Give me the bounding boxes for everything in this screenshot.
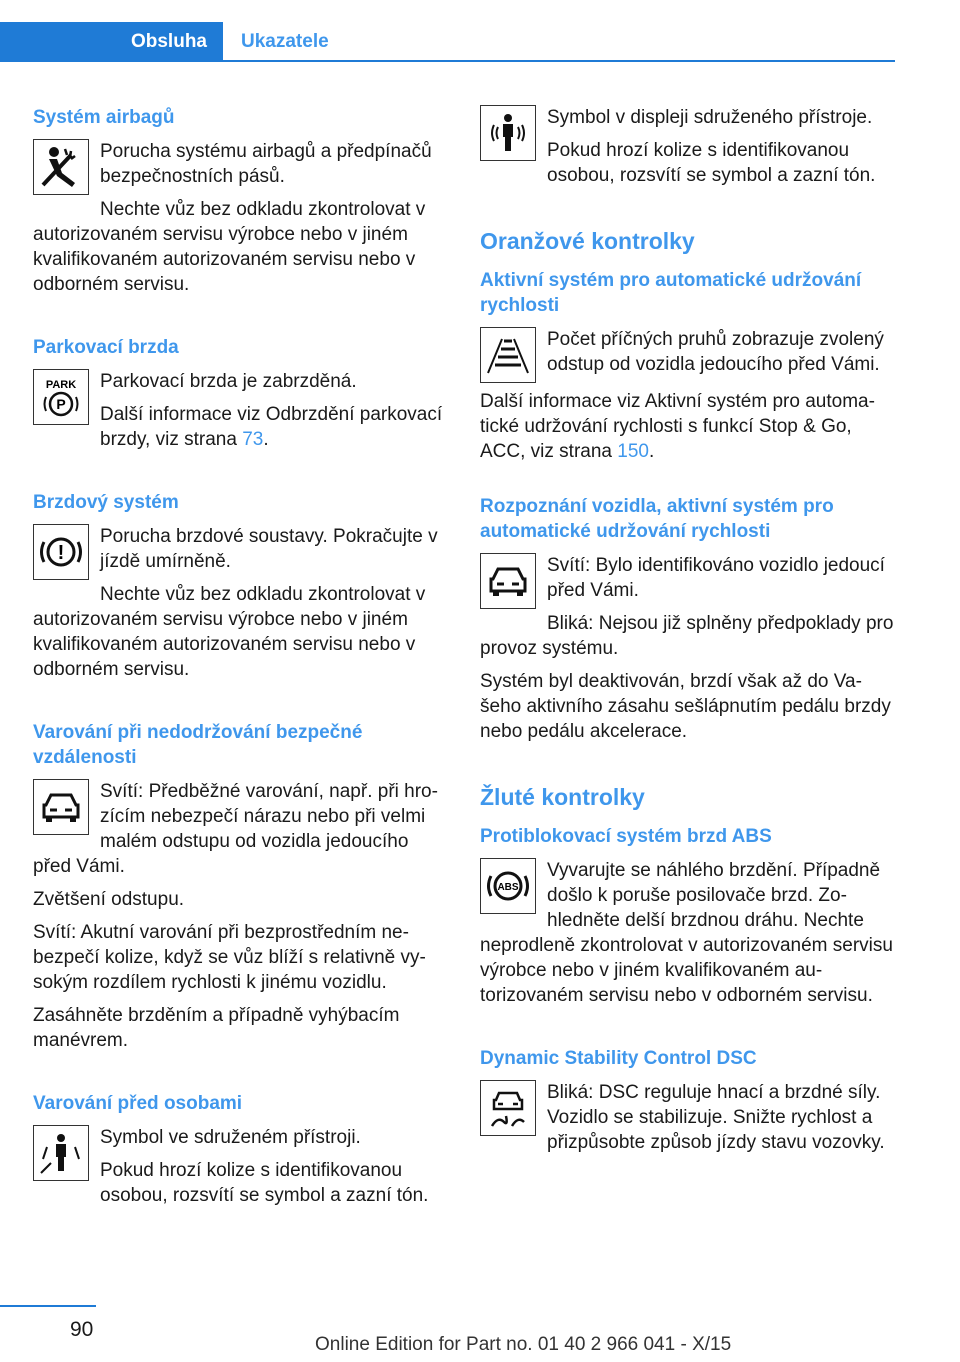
icon-text: PARK	[45, 379, 77, 391]
section-parking-brake	[33, 335, 448, 460]
section-title: Rozpoznání vozidla, aktivní systém pro automatické udržování rychlosti	[480, 496, 834, 542]
paragraph: Vyvarujte se náhlého brzdění. Případně došlo k poruše posilovače brzd. Zohledněte delší brzdnou dráhu. Nechte neprodleně zkontrolovat v autorizovaném servisu výrobce nebo v jiném kvalifikovaném autorizovaném servisu nebo v odborném servisu.	[480, 860, 893, 1006]
text: .	[648, 441, 655, 462]
section-vehicle-detection	[480, 494, 895, 752]
paragraph	[33, 402, 448, 452]
section-dsc	[480, 1046, 895, 1163]
pedestrian-icon	[33, 1125, 89, 1181]
page-link[interactable]: 73	[242, 429, 264, 450]
section-person-display	[480, 105, 895, 196]
section-title: Parkovací brzda	[33, 337, 179, 358]
paragraph: Symbol ve sdruženém přístroji.	[100, 1127, 361, 1148]
right-column	[480, 105, 895, 1193]
paragraph: Symbol v displeji sdruženého přístroje.	[547, 107, 873, 128]
dsc-icon	[480, 1080, 536, 1136]
paragraph: Nechte vůz bez odkladu zkontrolovat v autorizovaném servisu výrobce nebo v jiném kvalifikovaném autorizovaném servisu nebo v odborném servisu.	[33, 584, 426, 680]
section-title: Dynamic Stability Control DSC	[480, 1048, 757, 1069]
paragraph: Bliká: DSC reguluje hnací a brzdné síly. Vozidlo se stabilizuje. Snižte rychlost a přizpůsobte způsob jízdy stavu vozovky.	[547, 1082, 885, 1153]
paragraph: Porucha brzdové soustavy. Pokračujte v jízdě umírněně.	[100, 526, 438, 572]
section-airbag	[33, 105, 448, 305]
header-tabs	[0, 22, 329, 62]
paragraph: Pokud hrozí kolize s identifikovanou osobou, rozsvítí se symbol a zazní tón.	[100, 1160, 429, 1206]
page-link[interactable]: 150	[617, 441, 649, 462]
paragraph: Zasáhněte brzděním a případně vyhýbacím manévrem.	[33, 1005, 400, 1051]
left-column	[33, 105, 448, 1246]
paragraph: Nechte vůz bez odkladu zkontrolovat v autorizovaném servisu výrobce nebo v jiném kvalifikovaném autorizovaném servisu nebo v odborném servisu.	[33, 199, 426, 295]
edition-note: Online Edition for Part no. 01 40 2 966 041 - X/15	[315, 1334, 732, 1355]
paragraph: Svítí: Akutní varování při bezprostředním nebezpečí kolize, když se vůz blíží s relativně vysokým rozdílem rychlosti k jinému vozidlu.	[33, 922, 426, 993]
paragraph: Zvětšení odstupu.	[33, 889, 185, 910]
car-front-icon	[33, 779, 89, 835]
brake-warning-icon	[33, 524, 89, 580]
section-title: Aktivní systém pro automatické udržování rychlosti	[480, 270, 862, 316]
tab-obsluha[interactable]: Obsluha	[0, 22, 223, 62]
paragraph: Porucha systému airbagů a předpínačů bezpečnostních pásů.	[100, 141, 432, 187]
page-number: 90	[70, 1318, 94, 1341]
section-abs	[480, 824, 895, 1016]
acc-distance-icon	[480, 327, 536, 383]
abs-icon	[480, 858, 536, 914]
paragraph	[480, 389, 895, 464]
heading-yellow-lights: Žluté kontrolky	[480, 784, 645, 810]
paragraph: Svítí: Předběžné varování, např. při hrozícím nebezpečí nárazu nebo při velmi malém odstupu od vozidla jedoucího před Vámi.	[33, 781, 438, 877]
section-brake-system	[33, 490, 448, 690]
airbag-warning-icon	[33, 139, 89, 195]
paragraph: Bliká: Nejsou již splněny předpoklady pro provoz systému.	[480, 613, 894, 659]
icon-symbol: P	[56, 396, 66, 412]
section-title: Protiblokovací systém brzd ABS	[480, 826, 772, 847]
paragraph: Systém byl deaktivován, brzdí však až do Vašeho aktivního zásahu sešlápnutím pedálu brzdy nebo pedálu akcelerace.	[480, 671, 891, 742]
icon-text: ABS	[497, 882, 519, 893]
text: .	[263, 429, 269, 450]
text: Další informace viz Aktivní systém pro automatické udržování rychlosti s funkcí Stop & Go, ACC, viz strana	[480, 391, 875, 462]
paragraph: Svítí: Bylo identifikováno vozidlo jedoucí před Vámi.	[547, 555, 885, 601]
pedestrian-sound-icon	[480, 105, 536, 161]
section-title: Brzdový systém	[33, 492, 179, 513]
text: Další informace viz Odbrzdění parkovací brzdy, viz strana	[100, 404, 443, 450]
section-person-warning	[33, 1091, 448, 1216]
icon-symbol: !	[57, 542, 65, 564]
car-front-icon	[480, 553, 536, 609]
section-acc	[480, 268, 895, 464]
section-title: Varování při nedodržování bezpečné vzdálenosti	[33, 722, 363, 768]
paragraph: Počet příčných pruhů zobrazuje zvolený odstup od vozidla jedoucího před Vámi.	[547, 329, 884, 375]
paragraph: Pokud hrozí kolize s identifikovanou osobou, rozsvítí se symbol a zazní tón.	[547, 140, 876, 186]
header-divider	[223, 60, 895, 62]
section-title: Varování před osobami	[33, 1093, 243, 1114]
section-distance-warning	[33, 720, 448, 1061]
heading-orange-lights: Oranžové kontrolky	[480, 228, 695, 254]
footer-divider	[0, 1305, 96, 1307]
section-title: Systém airbagů	[33, 107, 175, 128]
tab-ukazatele[interactable]: Ukazatele	[241, 31, 329, 52]
paragraph: Parkovací brzda je zabrzděná.	[100, 371, 357, 392]
parking-brake-icon	[33, 369, 89, 425]
